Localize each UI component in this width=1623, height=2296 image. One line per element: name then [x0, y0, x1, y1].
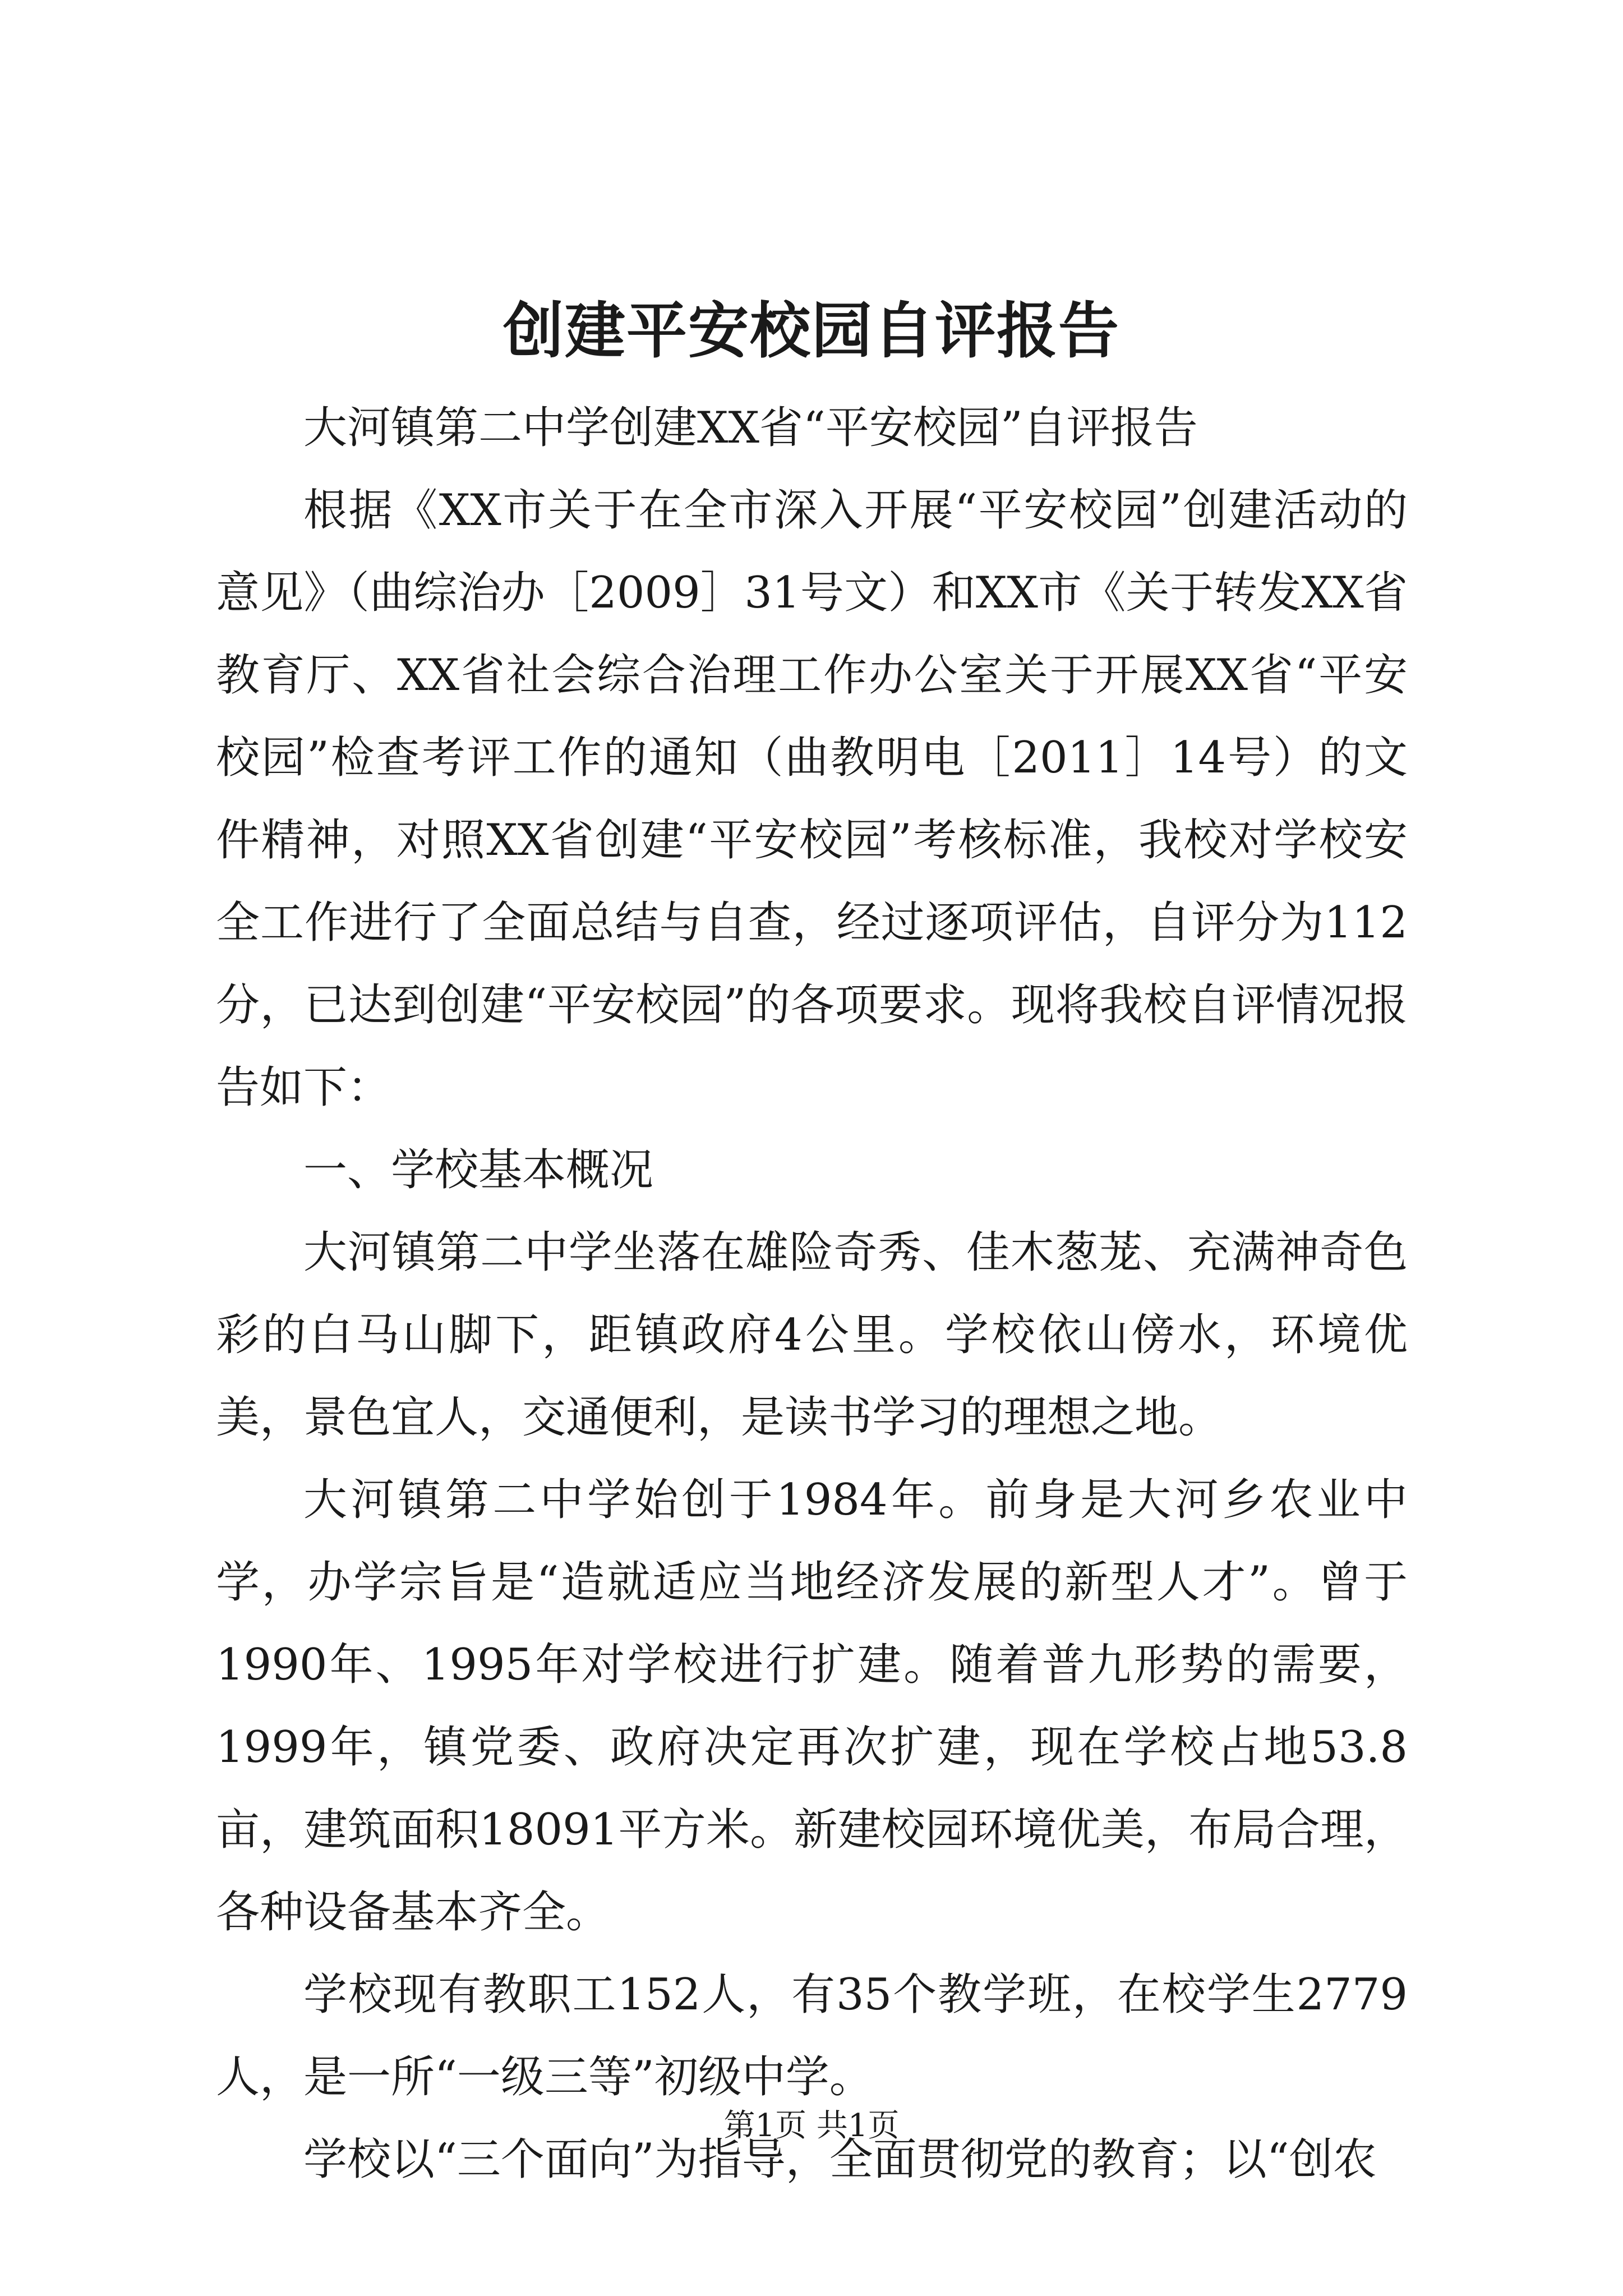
section-heading: 一、学校基本概况: [303, 1145, 654, 1195]
document-title: 创建平安校园自评报告: [502, 296, 1120, 366]
page-footer: 第1页 共1页: [723, 2108, 900, 2144]
paragraph-subtitle: 大河镇第二中学创建XX省“平安校园”自评报告: [303, 403, 1198, 453]
paragraph-location: 大河镇第二中学坐落在雄险奇秀、佳木葱茏、充满神奇色彩的白马山脚下，距镇政府4公里。学校依山傍水，环境优美，景色宜人，交通便利，是读书学习的理想之地。: [216, 1227, 1408, 1443]
document-body: [216, 387, 1408, 2201]
paragraph-history: 大河镇第二中学始创于1984年。前身是大河乡农业中学，办学宗旨是“造就适应当地经济发展的新型人才”。曾于1990年、1995年对学校进行扩建。随着普九形势的需要，1999年，镇党委、政府决定再次扩建，现在学校占地53.8亩，建筑面积18091平方米。新建校园环境优美，布局合理，各种设备基本齐全。: [216, 1475, 1408, 1938]
paragraph-staff: 学校现有教职工152人，有35个教学班，在校学生2779人，是一所“一级三等”初级中学。: [216, 1970, 1408, 2102]
paragraph-guidance: 学校以“三个面向”为指导，全面贯彻党的教育；以“创农: [303, 2134, 1377, 2185]
paragraph-intro: 根据《XX市关于在全市深入开展“平安校园”创建活动的意见》（曲综治办［2009］31号文）和XX市《关于转发XX省教育厅、XX省社会综合治理工作办公室关于开展XX省“平安校园”检查考评工作的通知（曲教明电［2011］14号）的文件精神，对照XX省创建“平安校园”考核标准，我校对学校安全工作进行了全面总结与自查，经过逐项评估，自评分为112分，已达到创建“平安校园”的各项要求。现将我校自评情况报告如下：: [216, 485, 1408, 1113]
